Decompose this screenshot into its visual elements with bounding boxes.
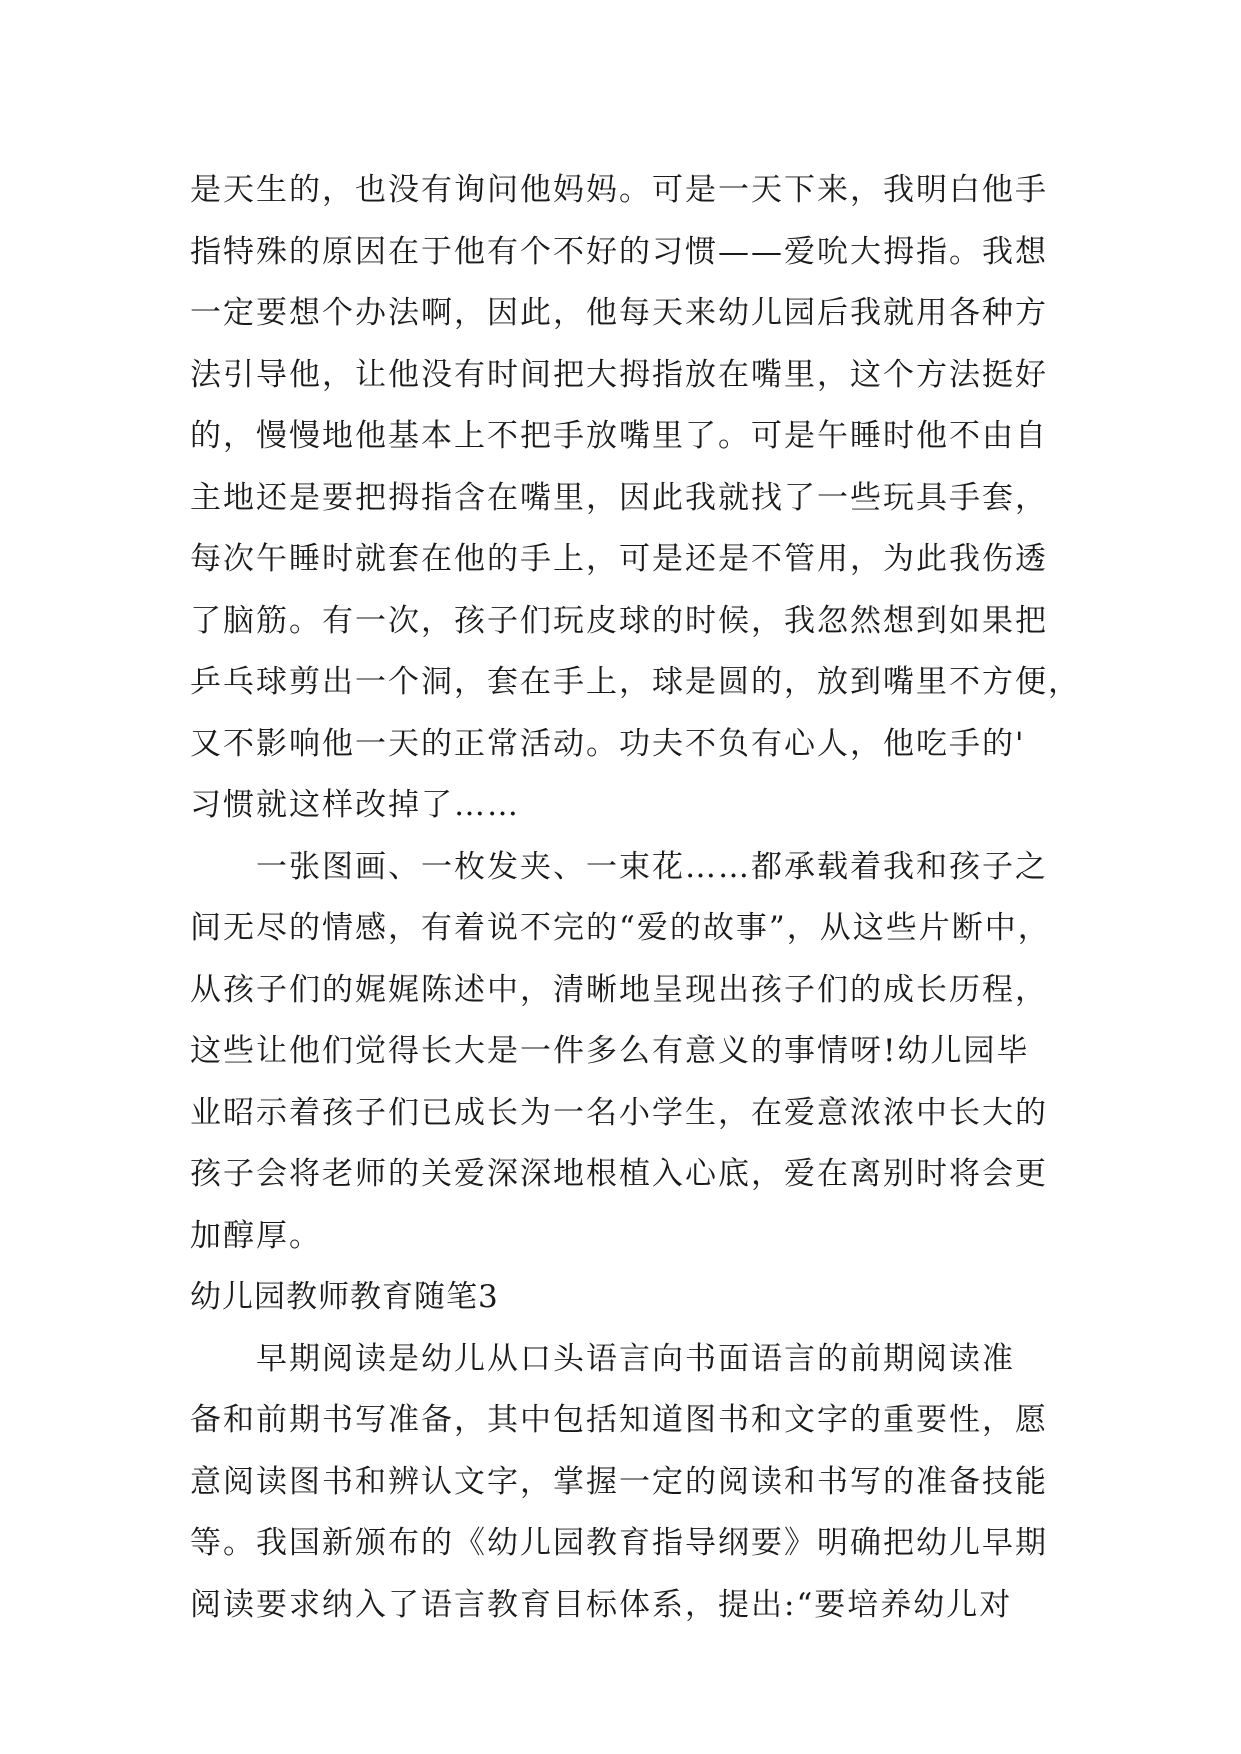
paragraph-3-line: 阅读要求纳入了语言教育目标体系，提出:“要培养幼儿对: [190, 1586, 1013, 1623]
paragraph-3-line: 意阅读图书和辨认文字，掌握一定的阅读和书写的准备技能: [190, 1463, 1048, 1500]
paragraph-2-line: 孩子会将老师的关爱深深地根植入心底，爱在离别时将会更: [190, 1156, 1048, 1192]
paragraph-1-line: 乒乓球剪出一个洞，套在手上，球是圆的，放到嘴里不方便，: [190, 664, 1081, 700]
paragraph-1-line: 的，慢慢地他基本上不把手放嘴里了。可是午睡时他不由自: [190, 418, 1048, 454]
paragraph-1-line: 习惯就这样改掉了……: [190, 787, 520, 823]
paragraph-3: [190, 1329, 1060, 1637]
text-column: [190, 160, 1081, 1636]
paragraph-2-line: 加醇厚。: [190, 1217, 322, 1254]
paragraph-2: [190, 837, 1060, 1268]
paragraph-1-line: 每次午睡时就套在他的手上，可是还是不管用，为此我伤透: [190, 541, 1048, 577]
paragraph-1-line: 主地还是要把拇指含在嘴里，因此我就找了一些玩具手套，: [190, 479, 1048, 516]
paragraph-1: [190, 160, 1081, 837]
paragraph-2-line: 一张图画、一枚发夹、一束花……都承载着我和孩子之: [256, 848, 1048, 885]
paragraph-2-line: 间无尽的情感，有着说不完的“爱的故事”，从这些片断中，: [190, 910, 1051, 946]
paragraph-3-line: 备和前期书写准备，其中包括知道图书和文字的重要性，愿: [190, 1402, 1048, 1438]
paragraph-1-line: 了脑筋。有一次，孩子们玩皮球的时候，我忽然想到如果把: [190, 602, 1048, 639]
paragraph-1-line: 指特殊的原因在于他有个不好的习惯——爱吮大拇指。我想: [190, 233, 1048, 270]
paragraph-2-line: 业昭示着孩子们已成长为一名小学生，在爱意浓浓中长大的: [190, 1094, 1048, 1131]
paragraph-3-line: 早期阅读是幼儿从口头语言向书面语言的前期阅读准: [256, 1340, 1015, 1377]
paragraph-1-line: 一定要想个办法啊，因此，他每天来幼儿园后我就用各种方: [190, 295, 1048, 331]
paragraph-1-line: 是天生的，也没有询问他妈妈。可是一天下来，我明白他手: [190, 172, 1048, 208]
paragraph-2-line: 这些让他们觉得长大是一件多么有意义的事情呀!幼儿园毕: [190, 1033, 1030, 1069]
paragraph-2-line: 从孩子们的娓娓陈述中，清晰地呈现出孩子们的成长历程，: [190, 971, 1048, 1008]
paragraph-1-line: 又不影响他一天的正常活动。功夫不负有心人，他吃手的': [190, 725, 1026, 762]
paragraph-3-line: 等。我国新颁布的《幼儿园教育指导纲要》明确把幼儿早期: [190, 1525, 1048, 1561]
paragraph-1-line: 法引导他，让他没有时间把大拇指放在嘴里，这个方法挺好: [190, 356, 1048, 393]
section-heading: 幼儿园教师教育随笔3: [190, 1279, 499, 1315]
